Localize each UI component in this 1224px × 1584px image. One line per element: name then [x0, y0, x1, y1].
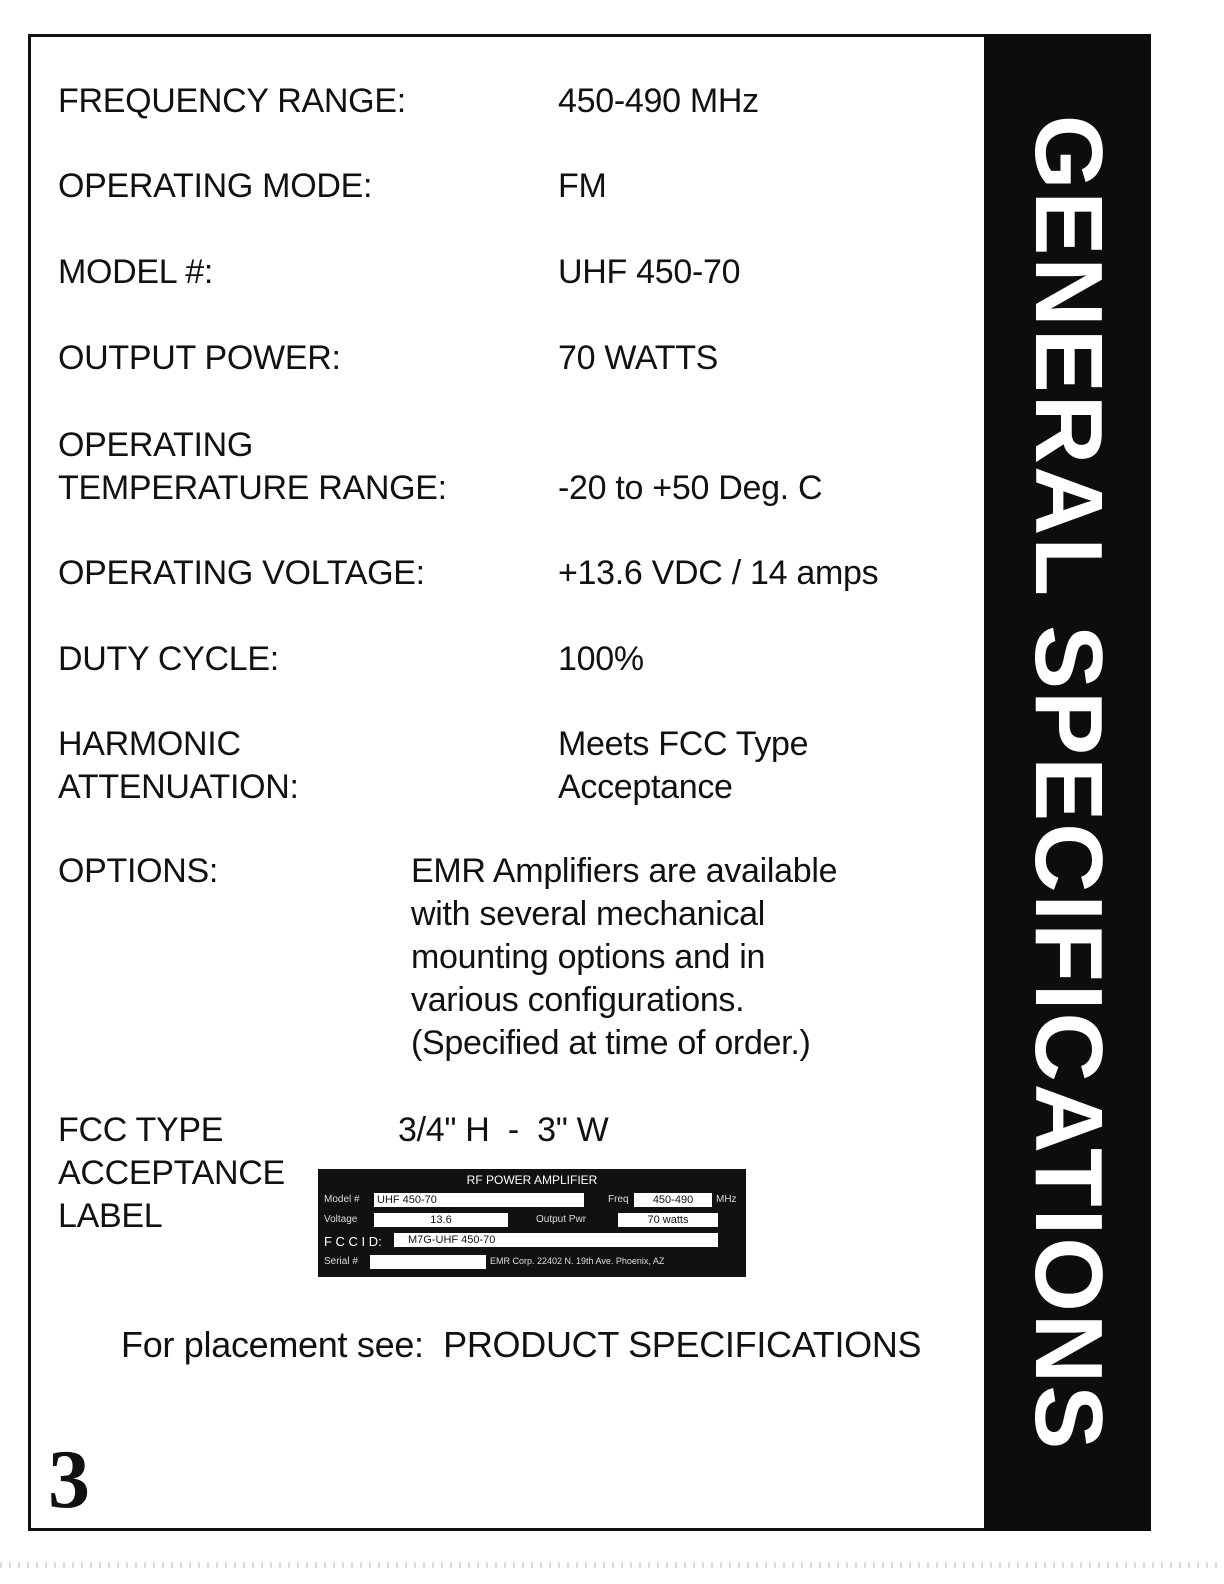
spec-value-output-power: 70 WATTS [558, 339, 719, 377]
plate-fccid-caption: F C C I D: [324, 1234, 382, 1249]
fcc-acceptance-plate [318, 1169, 746, 1277]
plate-model-caption: Model # [324, 1194, 360, 1205]
fcc-label-size: 3/4" H - 3" W [398, 1111, 609, 1149]
plate-maker: EMR Corp. 22402 N. 19th Ave. Phoenix, AZ [490, 1256, 665, 1266]
options-description: EMR Amplifiers are available with several mechanical mounting options and in various configurations. (Specified at time of order.) [411, 852, 838, 1062]
plate-output-value: 70 watts [618, 1213, 718, 1227]
scan-noise [0, 1562, 1224, 1568]
spec-label-output-power: OUTPUT POWER: [58, 339, 341, 377]
plate-model-value: UHF 450-70 [374, 1193, 584, 1207]
spec-label-frequency: FREQUENCY RANGE: [58, 82, 406, 120]
page-number: 3 [48, 1433, 90, 1526]
spec-value-temperature: -20 to +50 Deg. C [558, 469, 823, 507]
plate-freq-unit: MHz [716, 1194, 737, 1205]
spec-label-model: MODEL #: [58, 253, 214, 291]
plate-freq-caption: Freq [608, 1194, 629, 1205]
plate-fccid-value: M7G-UHF 450-70 [394, 1233, 718, 1247]
side-banner [984, 34, 1151, 1531]
banner-title: GENERAL SPECIFICATIONS [1014, 114, 1122, 1451]
options-label: OPTIONS: [58, 852, 219, 890]
plate-voltage-value: 13.6 [374, 1213, 508, 1227]
spec-label-duty-cycle: DUTY CYCLE: [58, 640, 279, 678]
spec-value-duty-cycle: 100% [558, 640, 644, 678]
spec-value-voltage: +13.6 VDC / 14 amps [558, 554, 879, 592]
plate-serial-value [370, 1255, 486, 1269]
spec-value-model: UHF 450-70 [558, 253, 741, 291]
plate-title: RF POWER AMPLIFIER [466, 1173, 598, 1187]
spec-label-mode: OPERATING MODE: [58, 167, 373, 205]
plate-output-caption: Output Pwr [536, 1214, 587, 1225]
spec-label-temperature: OPERATING TEMPERATURE RANGE: [58, 426, 447, 507]
fcc-label-heading: FCC TYPE ACCEPTANCE LABEL [58, 1111, 285, 1235]
spec-value-frequency: 450-490 MHz [558, 82, 759, 120]
plate-freq-value: 450-490 [634, 1193, 712, 1207]
spec-value-mode: FM [558, 167, 607, 205]
spec-value-harmonic: Meets FCC Type Acceptance [558, 725, 809, 806]
plate-serial-caption: Serial # [324, 1256, 358, 1267]
placement-note: For placement see: PRODUCT SPECIFICATIONS [121, 1324, 922, 1365]
plate-voltage-caption: Voltage [324, 1214, 358, 1225]
spec-label-harmonic: HARMONIC ATTENUATION: [58, 725, 299, 806]
spec-label-voltage: OPERATING VOLTAGE: [58, 554, 425, 592]
